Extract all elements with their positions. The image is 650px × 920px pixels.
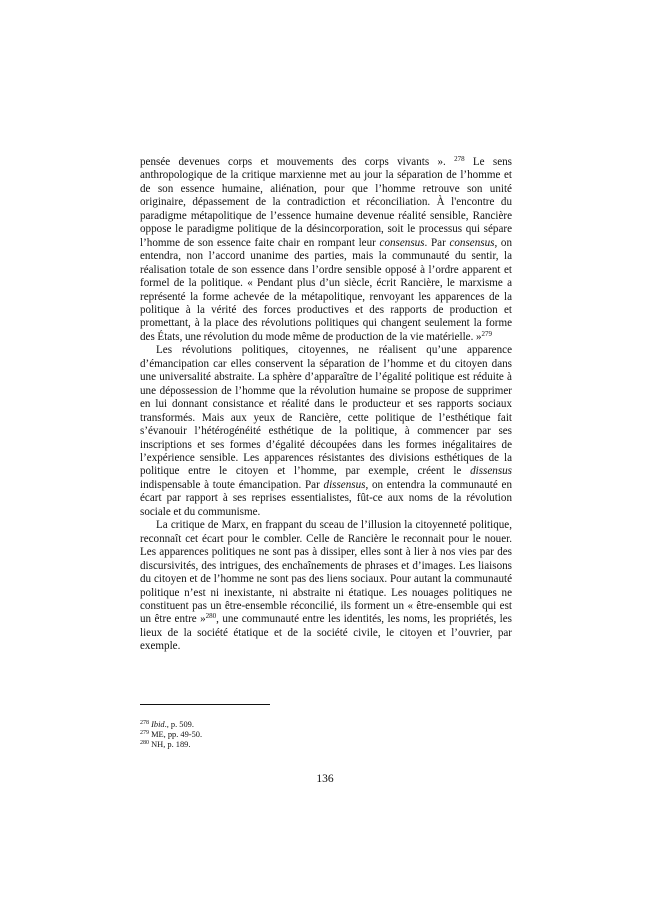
- footnote-italic: Ibid: [151, 720, 165, 729]
- footnotes: [140, 720, 512, 751]
- paragraph-3: [140, 519, 512, 654]
- text-run: . Par: [424, 236, 450, 249]
- footnote-text: NH, p. 189.: [151, 740, 191, 750]
- footnote-number: 278: [140, 720, 149, 726]
- footnote-text: ME, pp. 49-50.: [151, 730, 203, 740]
- paragraph-1: [140, 156, 512, 344]
- page-number: 136: [316, 773, 334, 785]
- italic-term: dissensus: [470, 465, 512, 478]
- text-run: indispensable à toute émancipation. Par: [140, 478, 324, 491]
- text-run: , on entendra, non l’accord unanime des parties, mais la communauté du sentir, la réalisation totale de son essence dans l’ordre sensible opposé à l’ordre apparent et formel de la politique. « Pendant plus d’un siècle, écrit Rancière, le marxisme a représenté la forme achevée de la métapolitique, renvoyant les apparences de la politique à la vérité des forces productives et des rapports de production et promettant, à la place des révolutions politiques qui changent seulement la forme des États, une révolution du mode même de production de la vie matérielle. »: [140, 236, 513, 343]
- footnote-ref[interactable]: 279: [481, 329, 493, 338]
- footnote-ref[interactable]: 278: [454, 155, 465, 163]
- italic-term: dissensus: [323, 478, 366, 491]
- footnote-ref[interactable]: 280: [205, 612, 217, 621]
- italic-term: consensus: [379, 236, 425, 249]
- footnote-number: 279: [140, 730, 149, 737]
- text-run: , on entendra la communauté en écart par rapport à ses reprises essentialistes, fût-ce aux noms de la révolution sociale et du communisme.: [140, 478, 512, 518]
- text-run: , une communauté entre les identités, les noms, les propriétés, les lieux de la société étatique et de la société civile, le citoyen et l’ouvrier, par exemple.: [140, 613, 512, 653]
- footnote-280: [140, 740, 512, 750]
- text-run: Le sens anthropologique de la critique marxienne met au jour la séparation de l’homme et de son essence humaine, aliénation, pour que l’homme retrouve son unité originaire, dépassement de la contradiction et réconciliation. À l'encontre du paradigme métapolitique de l’essence humaine devenue réalité sensible, Rancière oppose le paradigme politique de la désincorporation, soit le processus qui sépare l’homme de son essence faite chair en rompant leur: [140, 156, 513, 249]
- footnote-278: [140, 720, 512, 730]
- paragraph-2: [140, 344, 512, 519]
- footnote-divider: [140, 704, 270, 705]
- footnote-279: [140, 730, 512, 740]
- italic-term: consensus: [449, 236, 495, 249]
- text-run: La critique de Marx, en frappant du sceau de l’illusion la citoyenneté politique, reconnaît cet écart pour le combler. Celle de Rancière le reconnait pour le nouer. Les apparences politiques ne sont pas à dissiper, elles sont à lier à nos vies par des discursivités, des intrigues, des enchaînements de phrases et d’images. Les liaisons du citoyen et de l’homme ne sont pas des liens sociaux. Pour autant la communauté politique n’est ni inexistante, ni abstraite ni étatique. Les nouages politiques ne constituent pas un être-ensemble réconcilié, ils forment un « être-ensemble qui est un être entre »: [140, 519, 512, 626]
- footnote-number: 280: [140, 740, 149, 747]
- text-run: Les révolutions politiques, citoyennes, ne réalisent qu’une apparence d’émancipation car elles conservent la séparation de l’homme et du citoyen dans une universalité abstraite. La sphère d’apparaître de l’égalité politique est réduite à une dépossession de l’homme que la révolution humaine se propose de supprimer en lui donnant consistance et réalité dans le producteur et ses rapports sociaux transformés. Mais aux yeux de Rancière, cette politique de l’esthétique fait s’évanouir l’hétérogénéité esthétique de la politique, à commencer par ses inscriptions et ses formes d’égalité découpées dans les formes inégalitaires de l’expérience sensible. Les apparences résistantes des divisions esthétiques de la politique entre le citoyen et l’homme, par exemple, créent le: [140, 344, 512, 478]
- text-run: pensée devenues corps et mouvements des corps vivants ».: [140, 156, 446, 168]
- footnote-text: ., p. 509.: [164, 720, 194, 729]
- main-text: [140, 156, 512, 654]
